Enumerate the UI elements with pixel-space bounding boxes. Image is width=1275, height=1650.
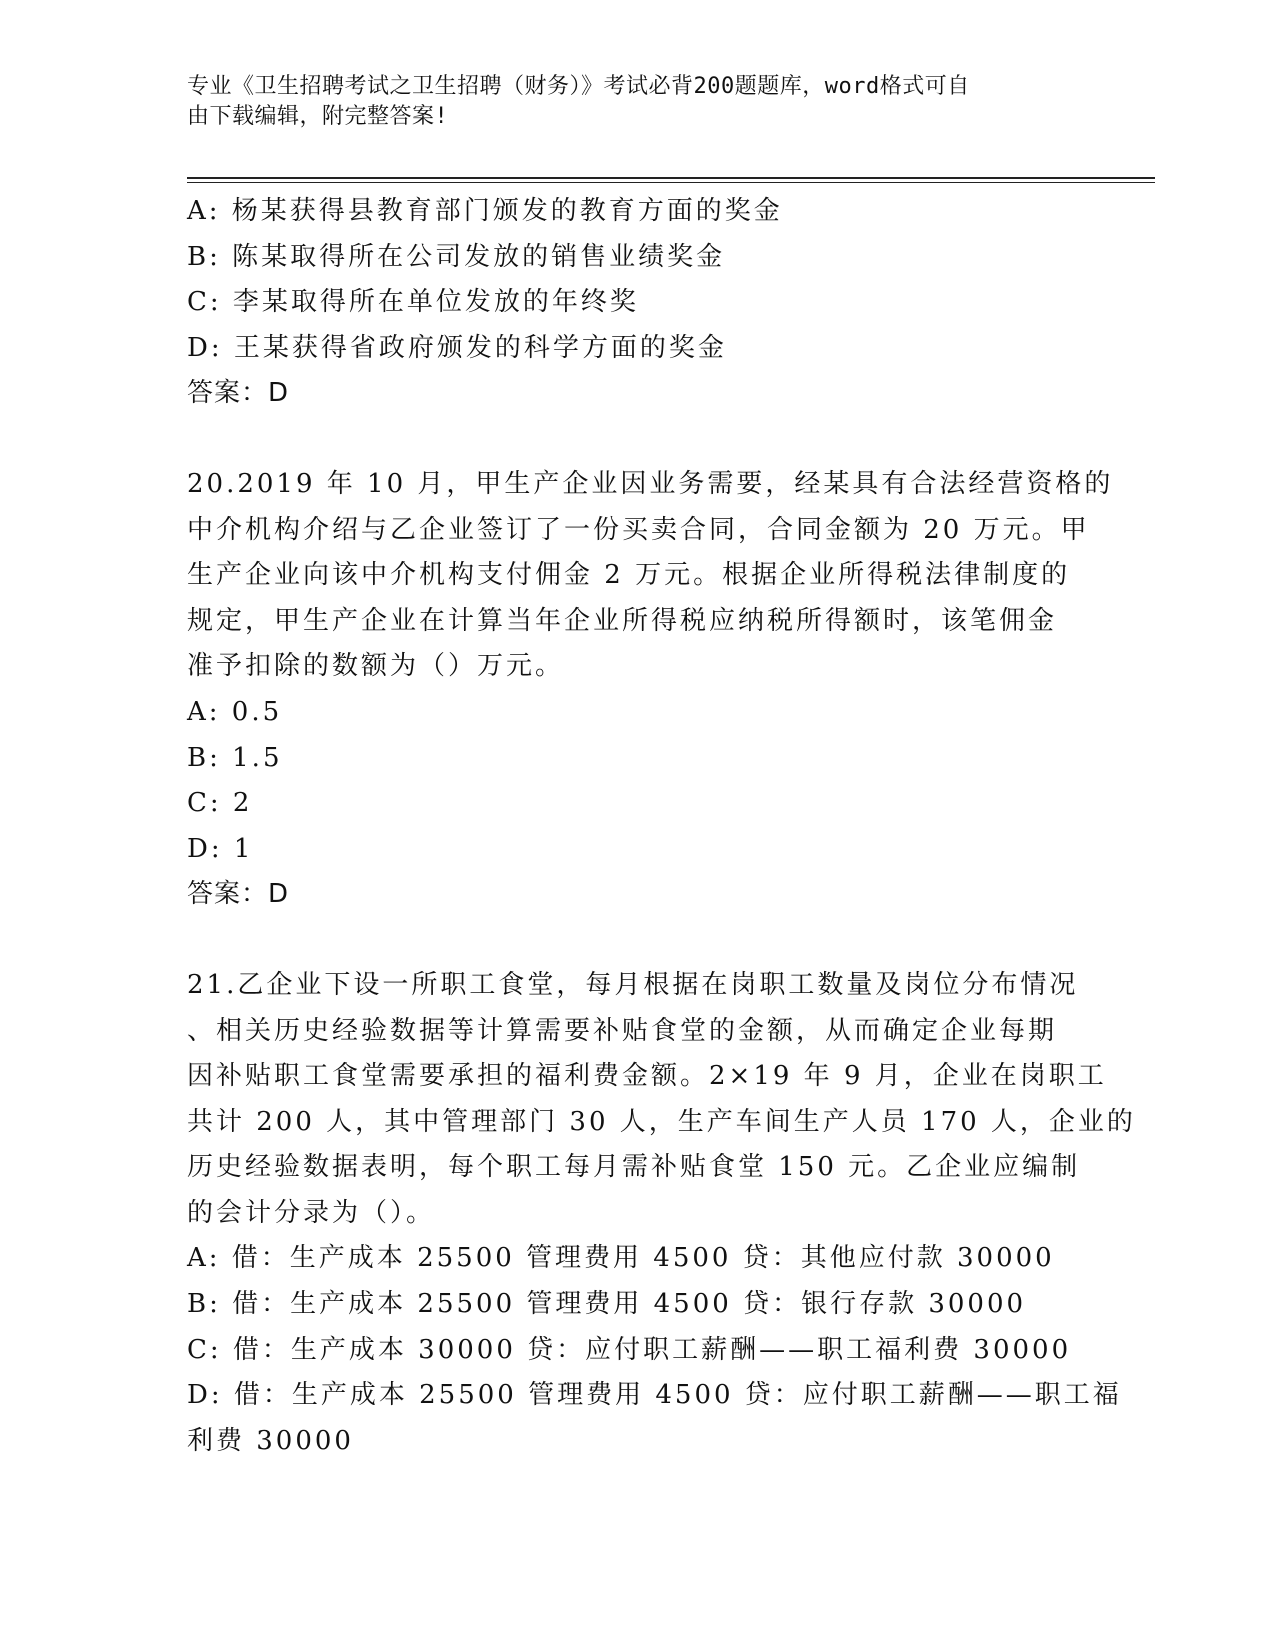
option-c: C: 借：生产成本 30000 贷：应付职工薪酬——职工福利费 30000 <box>187 1334 1072 1365</box>
question-text-line: 规定，甲生产企业在计算当年企业所得税应纳税所得额时，该笔佣金 <box>187 605 1058 636</box>
answer: 答案：D <box>187 378 290 409</box>
question-text-line: 共计 200 人，其中管理部门 30 人，生产车间生产人员 170 人，企业的 <box>187 1106 1136 1137</box>
question-text-line: 、相关历史经验数据等计算需要补贴食堂的金额，从而确定企业每期 <box>187 1015 1058 1046</box>
question-text-line: 因补贴职工食堂需要承担的福利费金额。2×19 年 9 月，企业在岗职工 <box>187 1061 1107 1092</box>
option-d: D: 借：生产成本 25500 管理费用 4500 贷：应付职工薪酬——职工福 <box>187 1380 1122 1411</box>
option-b: B: 陈某取得所在公司发放的销售业绩奖金 <box>187 241 726 272</box>
document-header <box>187 72 1067 132</box>
option-c: C: 2 <box>187 788 253 819</box>
option-a: A: 0.5 <box>187 696 283 727</box>
option-b: B: 借：生产成本 25500 管理费用 4500 贷：银行存款 30000 <box>187 1289 1027 1320</box>
option-c: C: 李某取得所在单位发放的年终奖 <box>187 287 639 318</box>
header-line-1: 专业《卫生招聘考试之卫生招聘（财务）》考试必背200题题库，word格式可自 <box>187 74 970 99</box>
question-text-line: 20.2019 年 10 月，甲生产企业因业务需要，经某具有合法经营资格的 <box>187 468 1114 499</box>
question-text-line: 历史经验数据表明，每个职工每月需补贴食堂 150 元。乙企业应编制 <box>187 1152 1081 1183</box>
option-b: B: 1.5 <box>187 742 283 773</box>
header-rule-thick <box>187 177 1155 179</box>
question-text-line: 生产企业向该中介机构支付佣金 2 万元。根据企业所得税法律制度的 <box>187 560 1071 591</box>
spacer <box>187 918 1087 963</box>
option-a: A: 杨某获得县教育部门颁发的教育方面的奖金 <box>187 196 783 226</box>
spacer <box>187 417 1087 462</box>
question-21 <box>187 963 1136 1465</box>
option-d-continued: 利费 30000 <box>187 1425 354 1456</box>
question-19 <box>187 189 1087 417</box>
question-content <box>187 189 1136 1464</box>
question-text-line: 中介机构介绍与乙企业签订了一份买卖合同，合同金额为 20 万元。甲 <box>187 514 1090 545</box>
answer: 答案：D <box>187 879 290 910</box>
option-d: D: 王某获得省政府颁发的科学方面的奖金 <box>187 332 727 363</box>
option-a: A: 借：生产成本 25500 管理费用 4500 贷：其他应付款 30000 <box>187 1243 1055 1274</box>
question-text-line: 准予扣除的数额为（）万元。 <box>187 651 565 682</box>
header-rule-thin <box>187 182 1155 183</box>
question-20 <box>187 462 1114 918</box>
question-text-line: 的会计分录为（）。 <box>187 1197 436 1228</box>
header-line-2: 由下载编辑，附完整答案! <box>187 104 449 129</box>
option-d: D: 1 <box>187 833 254 864</box>
question-text-line: 21.乙企业下设一所职工食堂，每月根据在岗职工数量及岗位分布情况 <box>187 969 1079 1000</box>
